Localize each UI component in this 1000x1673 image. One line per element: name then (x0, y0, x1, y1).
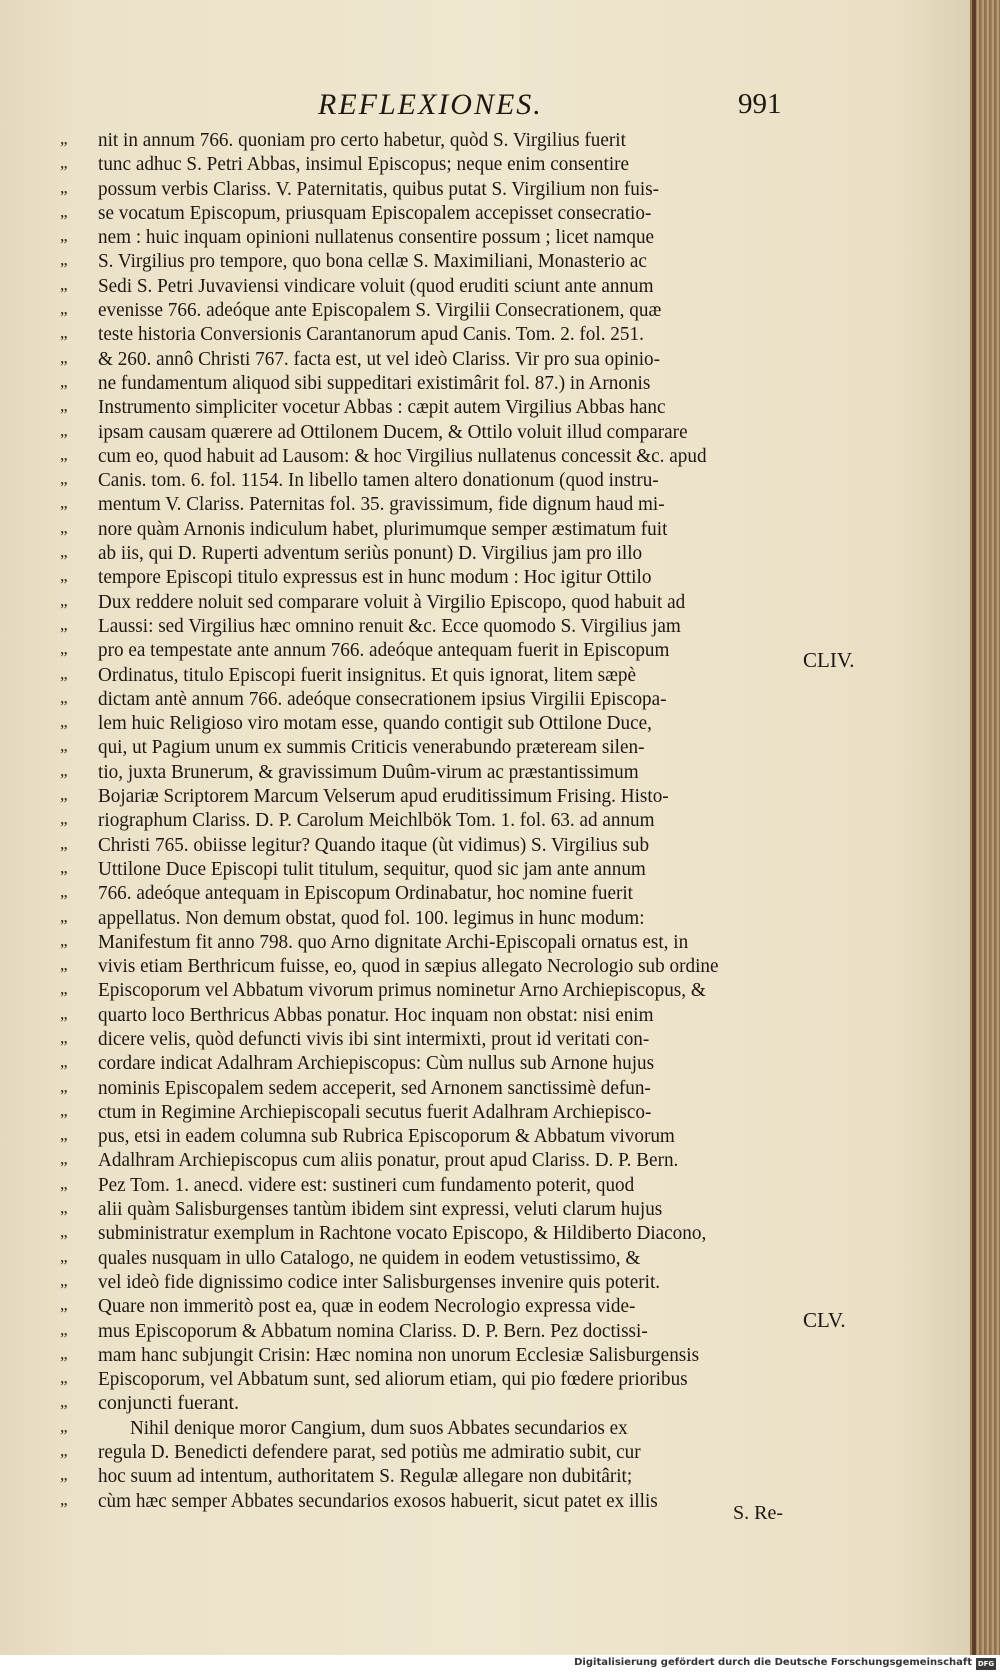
line-text: mam hanc subjungit Crisin: Hæc nomina non unorum Ecclesiæ Salisburgensis (98, 1343, 700, 1366)
line-text: qui, ut Pagium unum ex summis Criticis venerabundo præteream silen- (98, 736, 645, 759)
text-line (60, 1221, 790, 1245)
quote-mark: „ (60, 882, 68, 902)
quote-mark: „ (60, 1100, 68, 1120)
quote-mark: „ (60, 809, 68, 829)
text-line (60, 468, 790, 492)
line-text: lem huic Religioso viro motam esse, quando contigit sub Ottilone Duce, (98, 712, 652, 735)
text-line (60, 201, 790, 225)
line-text: subministratur exemplum in Rachtone vocato Episcopo, & Hildiberto Diacono, (98, 1222, 707, 1245)
line-text: possum verbis Clariss. V. Paternitatis, quibus putat S. Virgilium non fuis- (98, 177, 660, 200)
line-text: quales nusquam in ullo Catalogo, ne quidem in eodem vetustissimo, & (98, 1246, 641, 1269)
quote-mark: „ (60, 1343, 68, 1363)
line-text: 766. adeóque antequam in Episcopum Ordinabatur, hoc nomine fuerit (98, 882, 634, 905)
text-line (60, 1197, 790, 1221)
quote-mark: „ (60, 1198, 68, 1218)
quote-mark: „ (60, 1392, 68, 1412)
text-line (60, 687, 790, 711)
footer-credit: Digitalisierung gefördert durch die Deutsche Forschungsgemeinschaft (574, 1657, 972, 1668)
line-text: Episcoporum, vel Abbatum sunt, sed aliorum etiam, qui pio fœdere prioribus (98, 1368, 688, 1391)
text-line (60, 638, 790, 662)
quote-mark: „ (60, 760, 68, 780)
text-line (60, 1440, 790, 1464)
line-text: Laussi: sed Virgilius hæc omnino renuit &c. Ecce quomodo S. Virgilius jam (98, 614, 681, 637)
line-text: se vocatum Episcopum, priusquam Episcopalem accepisset consecratio- (98, 201, 652, 224)
quote-mark: „ (60, 1246, 68, 1266)
quote-mark: „ (60, 930, 68, 950)
quote-mark: „ (60, 542, 68, 562)
text-line (60, 565, 790, 589)
text-line (60, 492, 790, 516)
page-number: 991 (738, 88, 782, 120)
text-line (60, 1391, 790, 1415)
book-edge-stripe (972, 0, 976, 1655)
quote-mark: „ (60, 299, 68, 319)
text-line (60, 1076, 790, 1100)
line-text: Pez Tom. 1. anecd. videre est: sustineri cum fundamento poterit, quod (98, 1173, 635, 1196)
line-text: tempore Episcopi titulo expressus est in hunc modum : Hoc igitur Ottilo (98, 566, 652, 589)
text-line (60, 1051, 790, 1075)
quote-mark: „ (60, 371, 68, 391)
text-line (60, 881, 790, 905)
text-line (60, 1124, 790, 1148)
quote-mark: „ (60, 226, 68, 246)
line-text: vivis etiam Berthricum fuisse, eo, quod in sæpius allegato Necrologio sub ordine (98, 955, 719, 978)
quote-mark: „ (60, 1027, 68, 1047)
quote-mark: „ (60, 129, 68, 148)
catchword: S. Re- (733, 1502, 783, 1524)
line-text: tio, juxta Brunerum, & gravissimum Duûm-virum ac præstantissimum (98, 760, 639, 783)
line-text: mentum V. Clariss. Paternitas fol. 35. gravissimum, fide dignum haud mi- (98, 493, 665, 516)
quote-mark: „ (60, 493, 68, 513)
line-text: dicere velis, quòd defuncti vivis ibi sint intermixti, prout id veritati con- (98, 1027, 650, 1050)
line-text: tunc adhuc S. Petri Abbas, insimul Episcopus; neque enim consentire (98, 153, 630, 176)
quote-mark: „ (60, 1173, 68, 1193)
quote-mark: „ (60, 517, 68, 537)
quote-mark: „ (60, 736, 68, 756)
quote-mark: „ (60, 1441, 68, 1461)
text-line (60, 1270, 790, 1294)
text-line (60, 760, 790, 784)
text-line (60, 249, 790, 273)
quote-mark: „ (60, 1295, 68, 1315)
line-text: Ordinatus, titulo Episcopi fuerit insignitus. Et quis ignorat, litem sæpè (98, 663, 637, 686)
line-text: nore quàm Arnonis indiculum habet, plurimumque semper æstimatum fuit (98, 517, 668, 540)
quote-mark: „ (60, 833, 68, 853)
line-text: Episcoporum vel Abbatum vivorum primus nominetur Arno Archiepiscopus, & (98, 979, 706, 1002)
text-line (60, 857, 790, 881)
text-line (60, 177, 790, 201)
text-line (60, 614, 790, 638)
text-line (60, 784, 790, 808)
line-text: riographum Clariss. D. P. Carolum Meichlbök Tom. 1. fol. 63. ad annum (98, 809, 655, 832)
text-line (60, 1367, 790, 1391)
line-text: pro ea tempestate ante annum 766. adeóque antequam fuerit in Episcopum (98, 639, 670, 662)
line-text: cordare indicat Adalhram Archiepiscopus: Cùm nullus sub Arnone hujus (98, 1052, 655, 1075)
text-line (60, 954, 790, 978)
page-header (0, 88, 970, 120)
text-line (60, 298, 790, 322)
quote-mark: „ (60, 323, 68, 343)
text-line (60, 1246, 790, 1270)
text-line (60, 420, 790, 444)
text-line (60, 1294, 790, 1318)
text-line (60, 225, 790, 249)
line-text: appellatus. Non demum obstat, quod fol. 100. legimus in hunc modum: (98, 906, 645, 929)
text-line (60, 735, 790, 759)
text-line (60, 1003, 790, 1027)
line-text: mus Episcoporum & Abbatum nomina Clariss. D. P. Bern. Pez doctissi- (98, 1319, 648, 1342)
quote-mark: „ (60, 979, 68, 999)
line-text: ab iis, qui D. Ruperti adventum seriùs ponunt) D. Virgilius jam pro illo (98, 542, 643, 565)
line-text: hoc suum ad intentum, authoritatem S. Regulæ allegare non dubitârit; (98, 1465, 633, 1488)
line-text: quarto loco Berthricus Abbas ponatur. Hoc inquam non obstat: nisi enim (98, 1003, 654, 1026)
quote-mark: „ (60, 444, 68, 464)
line-text: & 260. annô Christi 767. facta est, ut vel ideò Clariss. Vir pro sua opinio- (98, 347, 661, 370)
line-text: regula D. Benedicti defendere parat, sed potiùs me admiratio subit, cur (98, 1441, 641, 1464)
quote-mark: „ (60, 274, 68, 294)
quote-mark: „ (60, 712, 68, 732)
text-line (60, 590, 790, 614)
text-line (60, 1464, 790, 1488)
line-text: alii quàm Salisburgenses tantùm ibidem sint expressi, veluti clarum hujus (98, 1198, 663, 1221)
margin-note-cliv: CLIV. (803, 648, 855, 672)
text-line (60, 978, 790, 1002)
quote-mark: „ (60, 1052, 68, 1072)
text-line (60, 517, 790, 541)
quote-mark: „ (60, 347, 68, 367)
quote-mark: „ (60, 1149, 68, 1169)
line-text: Sedi S. Petri Juvaviensi vindicare voluit (quod eruditi sciunt ante annum (98, 274, 654, 297)
line-text: ne fundamentum aliquod sibi suppeditari existimârit fol. 87.) in Arnonis (98, 371, 651, 394)
quote-mark: „ (60, 153, 68, 173)
quote-mark: „ (60, 1319, 68, 1339)
quote-mark: „ (60, 201, 68, 221)
line-text: Uttilone Duce Episcopi tulit titulum, sequitur, quod sic jam ante annum (98, 857, 646, 880)
line-text: vel ideò fide dignissimo codice inter Salisburgenses invenire quis poterit. (98, 1270, 661, 1293)
text-line (60, 1416, 790, 1440)
line-text: S. Virgilius pro tempore, quo bona cellæ S. Maximiliani, Monasterio ac (98, 250, 647, 273)
text-line (60, 663, 790, 687)
quote-mark: „ (60, 614, 68, 634)
quote-mark: „ (60, 469, 68, 489)
line-text: cum eo, quod habuit ad Lausom: & hoc Virgilius nullatenus concessit &c. apud (98, 444, 707, 467)
text-line (60, 541, 790, 565)
line-text: Canis. tom. 6. fol. 1154. In libello tamen altero donationum (quod instru- (98, 469, 659, 492)
quote-mark: „ (60, 566, 68, 586)
text-line (60, 152, 790, 176)
line-text: nominis Episcopalem sedem acceperit, sed Arnonem sanctissimè defun- (98, 1076, 651, 1099)
body-text (60, 128, 790, 1513)
quote-mark: „ (60, 1125, 68, 1145)
text-line (60, 128, 790, 152)
text-line (60, 808, 790, 832)
quote-mark: „ (60, 1003, 68, 1023)
text-line (60, 1343, 790, 1367)
text-line (60, 906, 790, 930)
text-line (60, 1027, 790, 1051)
text-line (60, 1100, 790, 1124)
quote-mark: „ (60, 687, 68, 707)
text-line (60, 1173, 790, 1197)
line-text: Manifestum fit anno 798. quo Arno dignitate Archi-Episcopali ornatus est, in (98, 930, 689, 953)
line-text: teste historia Conversionis Carantanorum apud Canis. Tom. 2. fol. 251. (98, 323, 644, 346)
text-line (60, 347, 790, 371)
line-text: pus, etsi in eadem columna sub Rubrica Episcoporum & Abbatum vivorum (98, 1125, 675, 1148)
line-text: Adalhram Archiepiscopus cum aliis ponatur, prout apud Clariss. D. P. Bern. (98, 1149, 679, 1172)
margin-note-clv: CLV. (803, 1308, 846, 1332)
line-text: nit in annum 766. quoniam pro certo habetur, quòd S. Virgilius fuerit (98, 129, 626, 151)
line-text: Christi 765. obiisse legitur? Quando itaque (ùt vidimus) S. Virgilius sub (98, 833, 650, 856)
quote-mark: „ (60, 1222, 68, 1242)
quote-mark: „ (60, 1416, 68, 1436)
line-text: conjuncti fuerant. (98, 1392, 240, 1415)
footer-bar (0, 1655, 1000, 1673)
line-text: Nihil denique moror Cangium, dum suos Abbates secundarios ex (130, 1416, 628, 1439)
quote-mark: „ (60, 590, 68, 610)
text-line (60, 1489, 790, 1513)
quote-mark: „ (60, 420, 68, 440)
line-text: ctum in Regimine Archiepiscopali secutus fuerit Adalhram Archiepisco- (98, 1100, 652, 1123)
line-text: Instrumento simpliciter vocetur Abbas : cæpit autem Virgilius Abbas hanc (98, 396, 666, 419)
quote-mark: „ (60, 177, 68, 197)
line-text: Bojariæ Scriptorem Marcum Velserum apud eruditissimum Frising. Histo- (98, 785, 669, 808)
quote-mark: „ (60, 906, 68, 926)
line-text: nem : huic inquam opinioni nullatenus consentire possum ; licet namque (98, 226, 655, 249)
quote-mark: „ (60, 250, 68, 270)
dfg-logo: DFG (977, 1660, 995, 1668)
text-line (60, 833, 790, 857)
quote-mark: „ (60, 396, 68, 416)
running-head: REFLEXIONES. (318, 88, 543, 121)
quote-mark: „ (60, 1489, 68, 1509)
line-text: dictam antè annum 766. adeóque consecrationem ipsius Virgilii Episcopa- (98, 687, 667, 710)
text-line (60, 1148, 790, 1172)
quote-mark: „ (60, 639, 68, 659)
line-text: Quare non immeritò post ea, quæ in eodem Necrologio expressa vide- (98, 1295, 636, 1318)
quote-mark: „ (60, 857, 68, 877)
text-line (60, 930, 790, 954)
text-line (60, 371, 790, 395)
quote-mark: „ (60, 1368, 68, 1388)
line-text: Dux reddere noluit sed comparare voluit à Virgilio Episcopo, quod habuit ad (98, 590, 686, 613)
text-line (60, 274, 790, 298)
line-text: evenisse 766. adeóque ante Episcopalem S. Virgilii Consecrationem, quæ (98, 299, 662, 322)
quote-mark: „ (60, 1076, 68, 1096)
quote-mark: „ (60, 1465, 68, 1485)
line-text: cùm hæc semper Abbates secundarios exosos habuerit, sicut patet ex illis (98, 1489, 658, 1512)
quote-mark: „ (60, 1270, 68, 1290)
text-line (60, 395, 790, 419)
line-text: ipsam causam quærere ad Ottilonem Ducem, & Ottilo voluit illud comparare (98, 420, 688, 443)
quote-mark: „ (60, 663, 68, 683)
quote-mark: „ (60, 955, 68, 975)
text-line (60, 1319, 790, 1343)
text-line (60, 711, 790, 735)
quote-mark: „ (60, 785, 68, 805)
text-line (60, 444, 790, 468)
text-line (60, 322, 790, 346)
